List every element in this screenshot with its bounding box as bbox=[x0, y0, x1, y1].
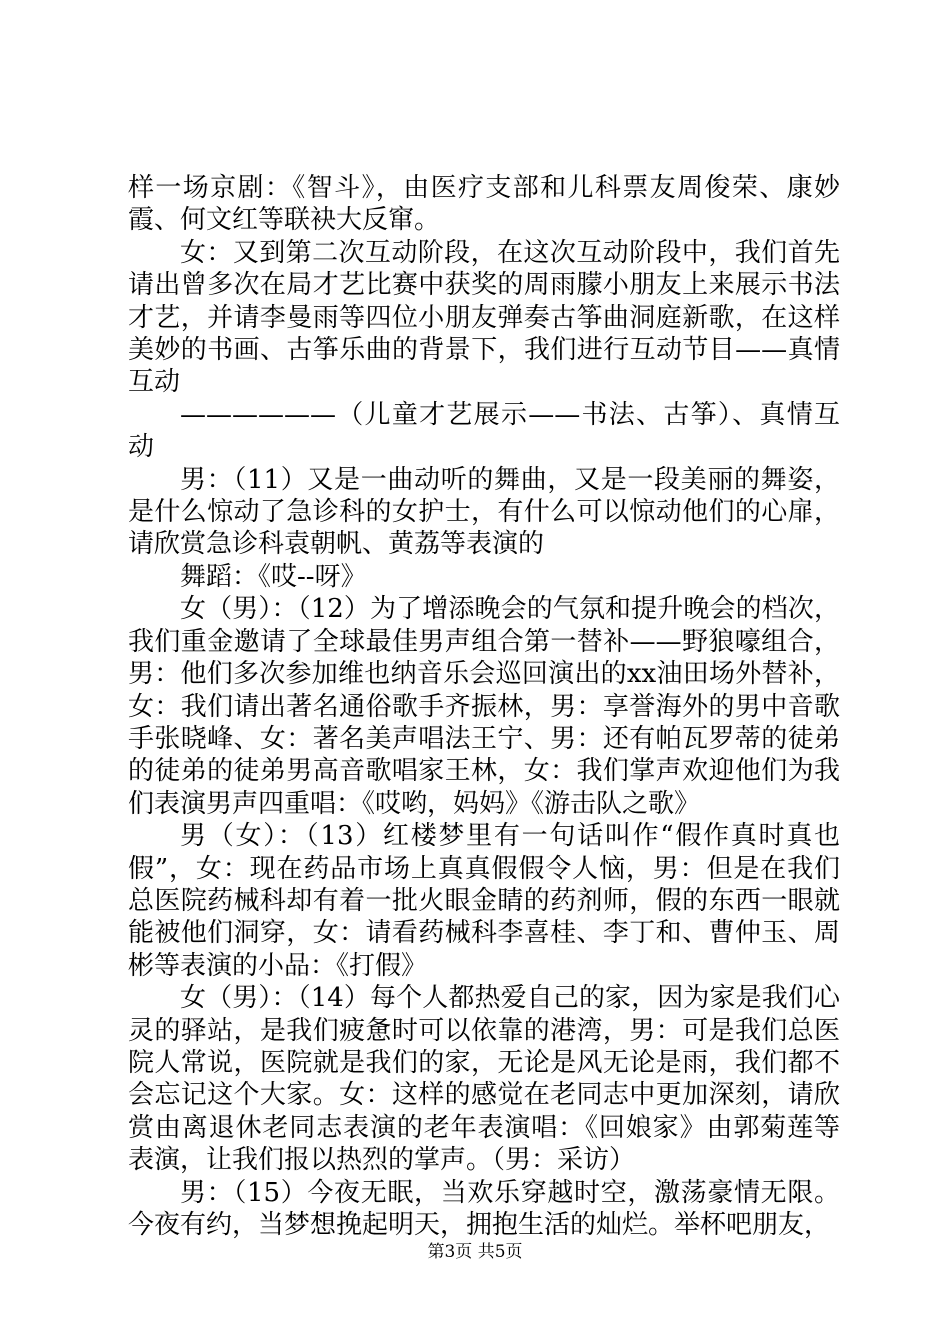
paragraph-9: 男：（15）今夜无眠，当欢乐穿越时空，激荡豪情无限。今夜有约，当梦想挽起明天，拥抱生活的灿烂。举杯吧朋友， bbox=[128, 1177, 840, 1240]
paragraph-2: 女：又到第二次互动阶段，在这次互动阶段中，我们首先请出曾多次在局才艺比赛中获奖的周雨朦小朋友上来展示书法才艺，并请李曼雨等四位小朋友弹奏古筝曲洞庭新歌，在这样美妙的书画、古筝乐曲的背景下，我们进行互动节目——真情互动 bbox=[128, 237, 840, 398]
paragraph-7: 男（女）：（13）红楼梦里有一句话叫作“假作真时真也假”，女：现在药品市场上真真假假令人恼，男：但是在我们总医院药械科却有着一批火眼金睛的药剂师，假的东西一眼就能被他们洞穿，女：请看药械科李喜桂、李丁和、曹仲玉、周彬等表演的小品：《打假》 bbox=[128, 821, 840, 981]
paragraph-5: 舞蹈：《哎--呀》 bbox=[180, 561, 367, 592]
paragraph-6: 女（男）：（12）为了增添晚会的气氛和提升晚会的档次，我们重金邀请了全球最佳男声组合第一替补——野狼嚎组合，男：他们多次参加维也纳音乐会巡回演出的xx油田场外替补，女：我们请出著名通俗歌手齐振林，男：享誉海外的男中音歌手张晓峰、女：著名美声唱法王宁、男：还有帕瓦罗蒂的徒弟的徒弟的徒弟男高音歌唱家王林，女：我们掌声欢迎他们为我们表演男声四重唱：《哎哟，妈妈》《游击队之歌》 bbox=[128, 594, 840, 819]
paragraph-1: 样一场京剧：《智斗》，由医疗支部和儿科票友周俊荣、康妙霞、何文红等联袂大反窜。 bbox=[128, 173, 840, 236]
paragraph-3: ——————（儿童才艺展示——书法、古筝）、真情互动 bbox=[128, 399, 840, 463]
paragraph-8: 女（男）：（14）每个人都热爱自己的家，因为家是我们心灵的驿站，是我们疲惫时可以依靠的港湾，男：可是我们总医院人常说，医院就是我们的家，无论是风无论是雨，我们都不会忘记这个大家。女：这样的感觉在老同志中更加深刻，请欣赏由离退休老同志表演的老年表演唱：《回娘家》由郭菊莲等表演，让我们报以热烈的掌声。（男：采访） bbox=[128, 983, 840, 1176]
page-number-footer: 第3页 共5页 bbox=[427, 1242, 523, 1262]
paragraph-4: 男：（11）又是一曲动听的舞曲，又是一段美丽的舞姿，是什么惊动了急诊科的女护士，有什么可以惊动他们的心扉，请欣赏急诊科袁朝帆、黄荔等表演的 bbox=[128, 464, 840, 560]
document-body bbox=[128, 172, 840, 1241]
